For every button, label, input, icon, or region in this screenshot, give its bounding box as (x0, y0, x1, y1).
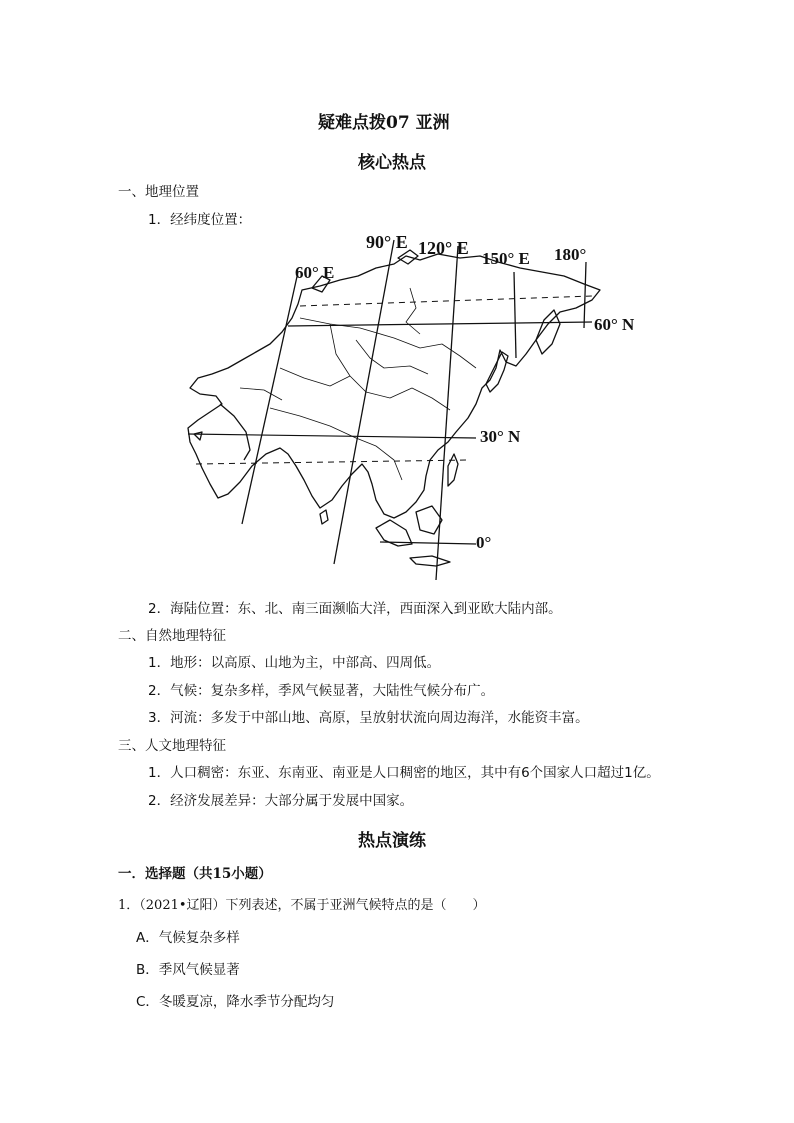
item-terrain: 1．地形：以高原、山地为主，中部高、四周低。 (148, 655, 441, 671)
cyprus-area (194, 432, 202, 440)
item-latlon: 1．经纬度位置： (148, 212, 252, 228)
label-60e: 60° E (295, 263, 335, 282)
meridian-120e (436, 246, 458, 580)
meridian-180 (584, 262, 586, 328)
java (410, 556, 450, 566)
question-1-option-b[interactable]: B．季风气候显著 (136, 962, 240, 978)
parallel-0 (380, 542, 476, 544)
part-title: 一．选择题（共15小题） (118, 866, 272, 882)
heading-natural: 二、自然地理特征 (118, 628, 226, 644)
question-1-stem: 1．（2021•辽阳）下列表述，不属于亚洲气候特点的是（ ） (118, 898, 486, 913)
meridian-150e (514, 272, 516, 358)
label-180: 180° (554, 245, 587, 264)
item-climate: 2．气候：复杂多样，季风气候显著，大陆性气候分布广。 (148, 683, 495, 699)
meridian-60e (242, 272, 298, 524)
asia-coastline (188, 254, 600, 518)
section-title-core: 核心热点 (358, 153, 426, 173)
label-0: 0° (476, 533, 492, 552)
interior-borders (240, 288, 476, 480)
arabia-inner (220, 404, 250, 460)
borneo (416, 506, 442, 534)
heading-human: 三、人文地理特征 (118, 738, 226, 754)
question-1-option-a[interactable]: A．气候复杂多样 (136, 930, 240, 946)
label-150e: 150° E (482, 249, 530, 268)
parallel-30n (188, 434, 476, 438)
asia-map (180, 228, 635, 588)
item-economy: 2．经济发展差异：大部分属于发展中国家。 (148, 793, 414, 809)
philippines (448, 454, 458, 486)
item-sea-land: 2．海陆位置：东、北、南三面濒临大洋，西面深入到亚欧大陆内部。 (148, 601, 562, 617)
label-120e: 120° E (418, 238, 469, 258)
meridian-90e (334, 240, 394, 564)
item-rivers: 3．河流：多发于中部山地、高原，呈放射状流向周边海洋，水能资丰富。 (148, 710, 589, 726)
label-60n: 60° N (594, 315, 635, 334)
item-population: 1．人口稠密：东亚、东南亚、南亚是人口稠密的地区，其中有6个国家人口超过1亿。 (148, 765, 660, 781)
section-title-practice: 热点演练 (358, 831, 426, 851)
kamchatka (536, 310, 560, 354)
document-title: 疑难点拨07 亚洲 (318, 113, 450, 133)
sri-lanka (320, 510, 328, 524)
question-1-option-c[interactable]: C．冬暖夏凉，降水季节分配均匀 (136, 994, 335, 1010)
heading-location: 一、地理位置 (118, 184, 199, 200)
label-90e: 90° E (366, 232, 408, 252)
label-30n: 30° N (480, 427, 521, 446)
arctic-circle (300, 296, 592, 306)
